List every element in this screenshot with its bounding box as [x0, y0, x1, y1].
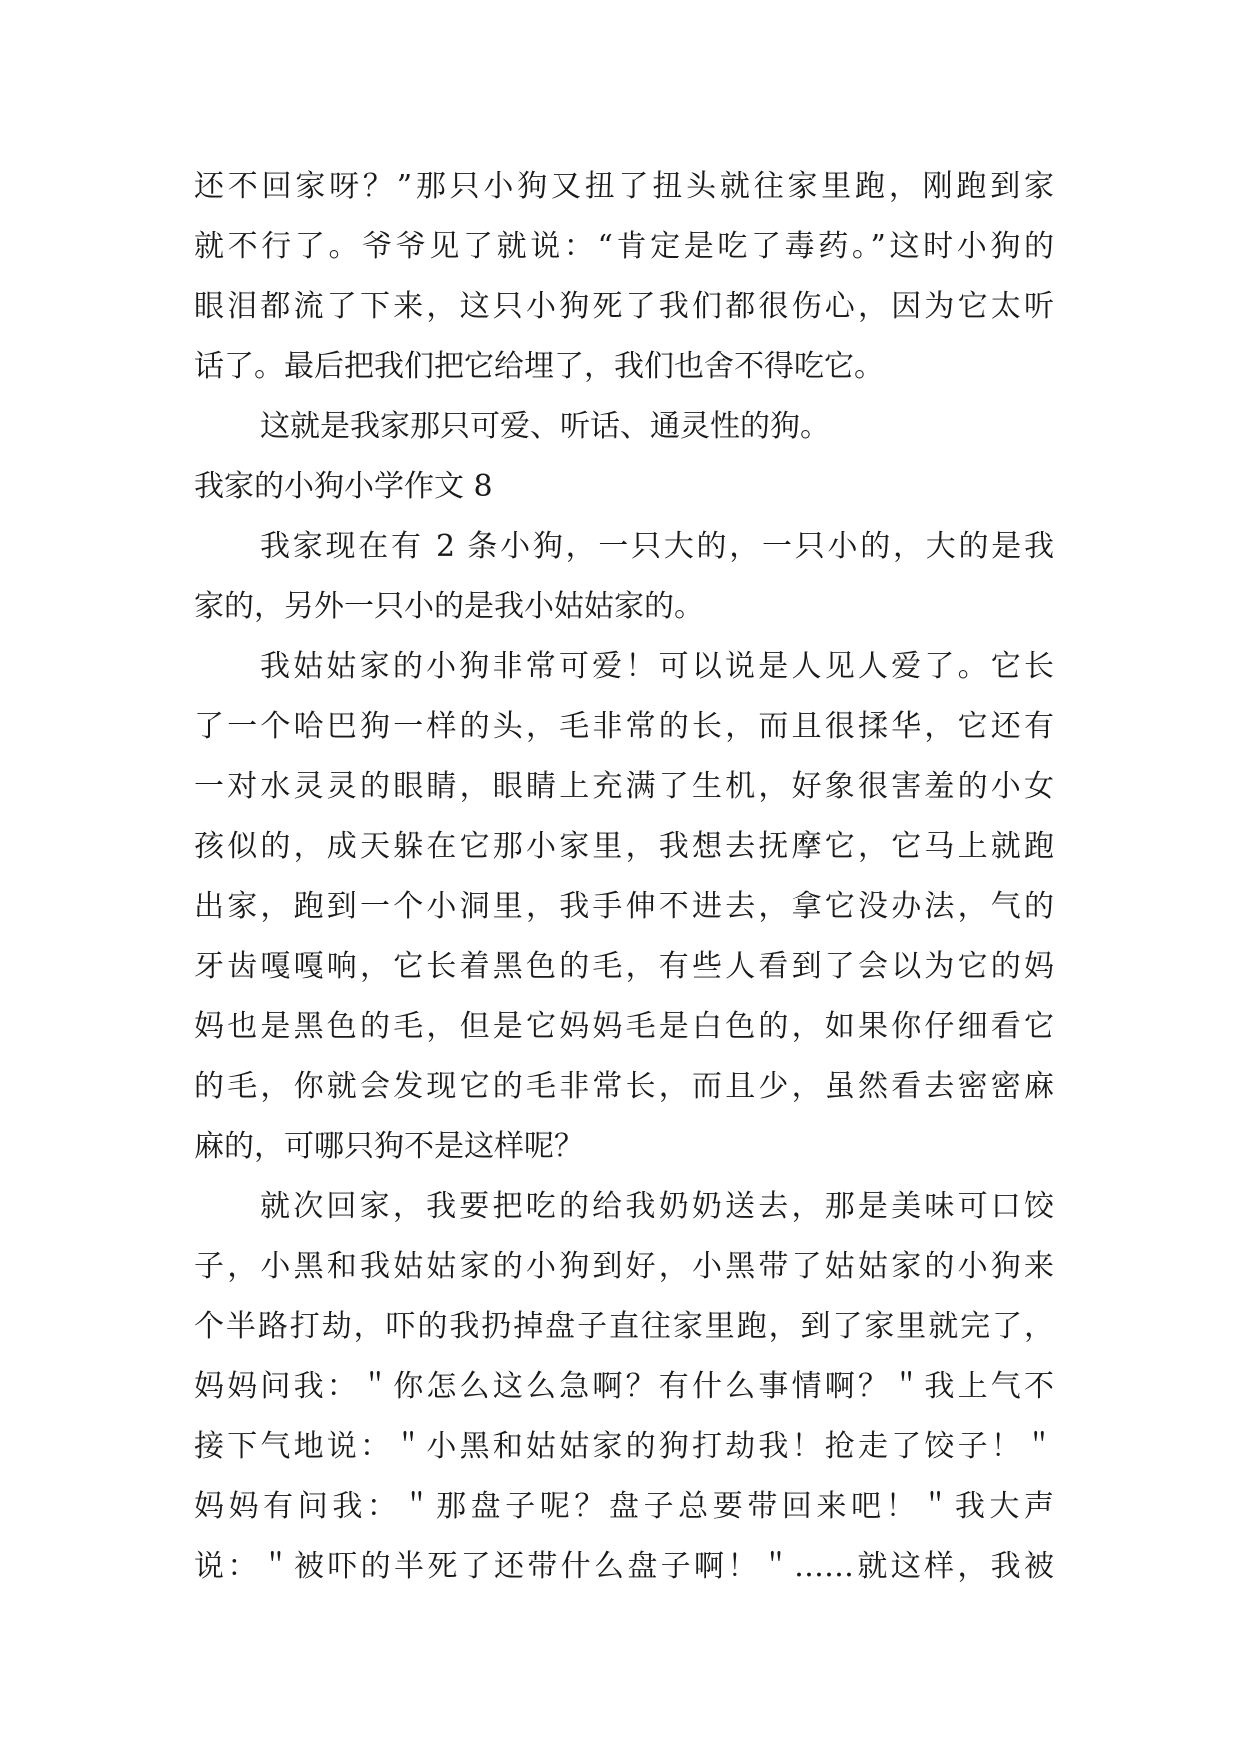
- text-line: 说：＂被吓的半死了还带什么盘子啊！＂……就这样，我被: [194, 1549, 1054, 1584]
- section-heading: 我家的小狗小学作文 8: [194, 469, 493, 504]
- text-line: 了一个哈巴狗一样的头，毛非常的长，而且很揉华，它还有: [194, 709, 1054, 744]
- text-line: 妈也是黑色的毛，但是它妈妈毛是白色的，如果你仔细看它: [194, 1009, 1054, 1044]
- text-line: 孩似的，成天躲在它那小家里，我想去抚摩它，它马上就跑: [194, 829, 1054, 864]
- text-line: 个半路打劫，吓的我扔掉盘子直往家里跑，到了家里就完了，: [194, 1309, 1054, 1344]
- text-line: 家的，另外一只小的是我小姑姑家的。: [194, 589, 704, 624]
- text-line: 还不回家呀？”那只小狗又扭了扭头就往家里跑，刚跑到家: [194, 169, 1054, 204]
- text-line: 眼泪都流了下来，这只小狗死了我们都很伤心，因为它太听: [194, 289, 1054, 324]
- text-line: 子，小黑和我姑姑家的小狗到好，小黑带了姑姑家的小狗来: [194, 1249, 1054, 1284]
- text-line: 牙齿嘎嘎响，它长着黑色的毛，有些人看到了会以为它的妈: [194, 949, 1054, 984]
- text-line: 麻的，可哪只狗不是这样呢？: [194, 1129, 584, 1164]
- text-line: 妈妈问我：＂你怎么这么急啊？有什么事情啊？＂我上气不: [194, 1369, 1054, 1404]
- text-line: 妈妈有问我：＂那盘子呢？盘子总要带回来吧！＂我大声: [194, 1489, 1054, 1524]
- text-line: 话了。最后把我们把它给埋了，我们也舍不得吃它。: [194, 349, 884, 384]
- text-line: 就不行了。爷爷见了就说：“肯定是吃了毒药。”这时小狗的: [194, 229, 1054, 264]
- text-line: 接下气地说：＂小黑和姑姑家的狗打劫我！抢走了饺子！＂: [194, 1429, 1054, 1464]
- text-line: 一对水灵灵的眼睛，眼睛上充满了生机，好象很害羞的小女: [194, 769, 1054, 804]
- paragraph-line: 我姑姑家的小狗非常可爱！可以说是人见人爱了。它长: [260, 649, 1054, 684]
- paragraph-line: 我家现在有 2 条小狗，一只大的，一只小的，大的是我: [260, 529, 1054, 564]
- paragraph-line: 这就是我家那只可爱、听话、通灵性的狗。: [260, 409, 830, 444]
- text-line: 出家，跑到一个小洞里，我手伸不进去，拿它没办法，气的: [194, 889, 1054, 924]
- text-line: 的毛，你就会发现它的毛非常长，而且少，虽然看去密密麻: [194, 1069, 1054, 1104]
- paragraph-line: 就次回家，我要把吃的给我奶奶送去，那是美味可口饺: [260, 1189, 1054, 1224]
- document-body: [194, 157, 1054, 1597]
